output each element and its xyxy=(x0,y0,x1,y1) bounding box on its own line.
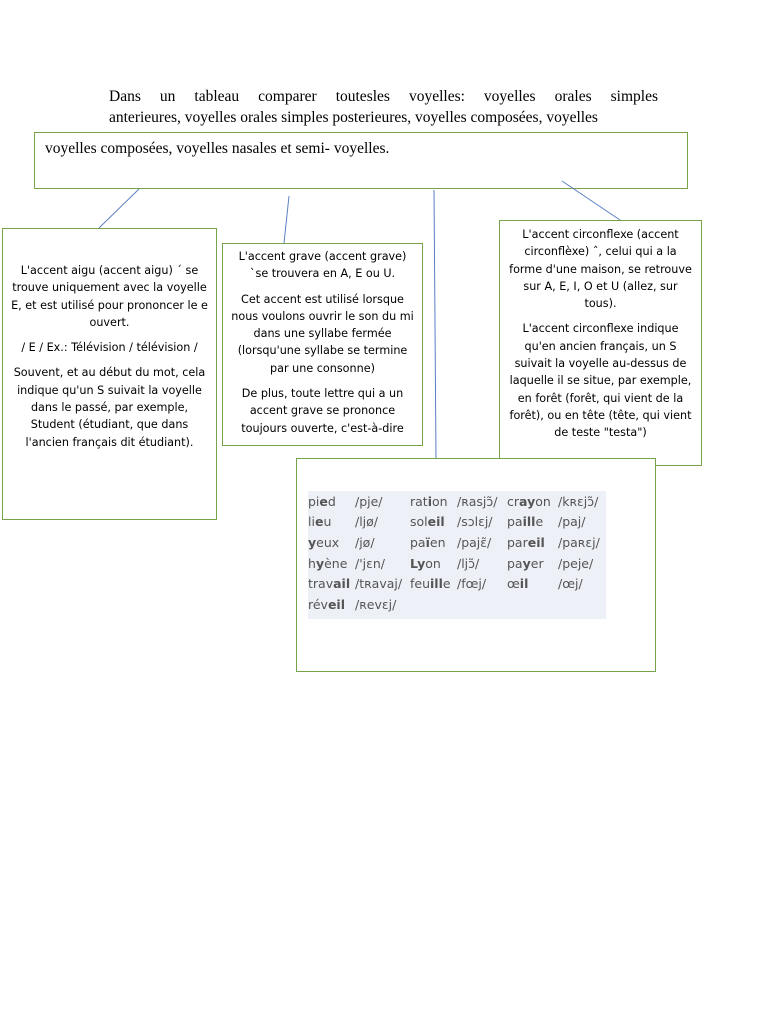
word-plain-start: pa xyxy=(507,555,523,571)
connector-circ xyxy=(562,181,620,220)
word-plain-end: eux xyxy=(316,534,340,550)
ipa-cell: /paʀɛj/ xyxy=(558,534,600,550)
word-plain-end: on xyxy=(535,493,551,509)
word-plain-start: pa xyxy=(410,534,426,550)
word-bold-letters: y xyxy=(315,555,325,571)
word-bold-letters: ill xyxy=(430,576,443,592)
table-row xyxy=(308,512,606,533)
aigu-paragraph-3: Souvent, et au début du mot, cela indique qu'un S suivait la voyelle dans le passé, par exemple, Student (étudiant, que dans l'ancien français dit étudiant). xyxy=(13,366,206,449)
ipa-cell: /jø/ xyxy=(355,534,375,550)
aigu-paragraph-2: / E / Ex.: Télévision / télévision / xyxy=(21,341,198,355)
word-bold-letters: i xyxy=(427,493,432,509)
circ-paragraph-2: L'accent circonflexe indique qu'en ancien français, un S suivait la voyelle au-dessus de laquelle il se situe, par exemple, en forêt (forêt, qui vient de la forêt), ou en tête (tête, qui vient de teste "testa") xyxy=(509,322,692,440)
ipa-cell: /peje/ xyxy=(558,555,594,571)
ipa-cell: /pajɛ̃/ xyxy=(457,534,492,550)
word-plain-end: ène xyxy=(324,555,348,571)
word-plain-end: e xyxy=(442,576,451,592)
ipa-cell: /sɔlɛj/ xyxy=(457,514,493,530)
accent-grave-box xyxy=(222,243,423,446)
top-box-text: voyelles composées, voyelles nasales et semi- voyelles. xyxy=(45,140,390,157)
grave-paragraph-1: L'accent grave (accent grave) `se trouvera en A, E ou U. xyxy=(238,250,407,281)
word-plain-end: e xyxy=(535,514,544,530)
word-bold-letters: ay xyxy=(519,493,536,509)
word-cell xyxy=(410,535,457,550)
table-row xyxy=(308,573,606,594)
ipa-cell: /pje/ xyxy=(355,493,383,509)
word-cell xyxy=(507,576,558,591)
word-cell xyxy=(308,597,355,612)
word-bold-letters: e xyxy=(319,493,328,509)
word-bold-letters: eil xyxy=(427,514,445,530)
word-plain-start: pi xyxy=(308,493,320,509)
word-cell xyxy=(410,514,457,529)
grave-paragraph-2: Cet accent est utilisé lorsque nous voulons ouvrir le son du mi dans une syllabe fermée (lorsqu'une syllabe se termine par une consonne) xyxy=(231,292,414,375)
accent-circonflexe-box xyxy=(499,220,702,466)
word-cell xyxy=(308,494,355,509)
ipa-cell: /tʀavaj/ xyxy=(355,576,403,592)
word-cell xyxy=(410,556,457,571)
table-row xyxy=(308,532,606,553)
word-plain-end: u xyxy=(323,514,332,530)
heading-line-2: anterieures, voyelles orales simples posterieures, voyelles composées, voyelles xyxy=(109,109,598,126)
ipa-cell: /'jɛn/ xyxy=(355,555,386,571)
word-plain-start: rat xyxy=(410,493,428,509)
word-bold-letters: ail xyxy=(333,576,351,592)
word-cell xyxy=(507,514,558,529)
table-row xyxy=(308,491,606,512)
word-plain-start: par xyxy=(507,534,528,550)
word-plain-start: sol xyxy=(410,514,428,530)
word-bold-letters: y xyxy=(308,534,317,550)
table-row xyxy=(308,553,606,574)
connector-grave xyxy=(284,196,289,243)
word-bold-letters: il xyxy=(519,576,529,592)
word-plain-end: d xyxy=(327,493,336,509)
word-plain-start: trav xyxy=(308,576,334,592)
ipa-cell: /paj/ xyxy=(558,514,586,530)
phonetics-table xyxy=(308,491,606,619)
word-plain-end: en xyxy=(429,534,446,550)
word-bold-letters: Ly xyxy=(410,555,426,571)
word-cell xyxy=(410,494,457,509)
table-row xyxy=(308,594,606,615)
word-cell xyxy=(308,514,355,529)
word-cell xyxy=(507,535,558,550)
accent-aigu-box xyxy=(2,228,217,520)
word-cell xyxy=(410,576,457,591)
word-cell xyxy=(308,535,355,550)
word-bold-letters: eil xyxy=(327,596,346,612)
word-plain-start: rév xyxy=(308,596,328,612)
word-plain-start: feu xyxy=(410,576,431,592)
word-plain-start: cr xyxy=(507,493,520,509)
word-plain-start: h xyxy=(308,555,316,571)
word-plain-end: on xyxy=(425,555,441,571)
word-plain-end: on xyxy=(432,493,448,509)
ipa-cell: /ljɔ̃/ xyxy=(457,555,480,571)
word-plain-start: œ xyxy=(507,576,520,592)
heading-line-1: Dans un tableau comparer toutesles voyelles: voyelles orales simples xyxy=(109,88,658,105)
word-cell xyxy=(308,556,355,571)
connector-phonetics xyxy=(434,190,436,458)
ipa-cell: /ʀasjɔ̃/ xyxy=(457,493,498,509)
ipa-cell: /fœj/ xyxy=(457,576,487,592)
word-bold-letters: y xyxy=(522,555,531,571)
grave-paragraph-3: De plus, toute lettre qui a un accent grave se prononce toujours ouverte, c'est-à-dire xyxy=(241,387,404,435)
word-bold-letters: eil xyxy=(527,534,545,550)
ipa-cell: /œj/ xyxy=(558,576,583,592)
phonetics-box xyxy=(296,458,656,672)
word-plain-start: li xyxy=(308,514,315,530)
aigu-paragraph-1: L'accent aigu (accent aigu) ´ se trouve uniquement avec la voyelle E, et est utilisé pour prononcer le e ouvert. xyxy=(11,264,208,329)
circ-paragraph-1: L'accent circonflexe (accent circonflèxe) ˆ, celui qui a la forme d'une maison, se retrouve sur A, E, I, O et U (allez, sur tous). xyxy=(509,228,692,311)
word-plain-end: er xyxy=(530,555,544,571)
word-cell xyxy=(308,576,355,591)
connector-aigu xyxy=(99,189,139,228)
word-bold-letters: ill xyxy=(522,514,536,530)
word-cell xyxy=(507,556,558,571)
ipa-cell: /ʀevɛj/ xyxy=(355,596,397,612)
word-plain-start: pa xyxy=(507,514,523,530)
word-cell xyxy=(507,494,558,509)
word-bold-letters: e xyxy=(314,514,324,530)
word-bold-letters: ï xyxy=(425,534,430,550)
ipa-cell: /ljø/ xyxy=(355,514,379,530)
ipa-cell: /kʀɛjɔ̃/ xyxy=(558,493,599,509)
